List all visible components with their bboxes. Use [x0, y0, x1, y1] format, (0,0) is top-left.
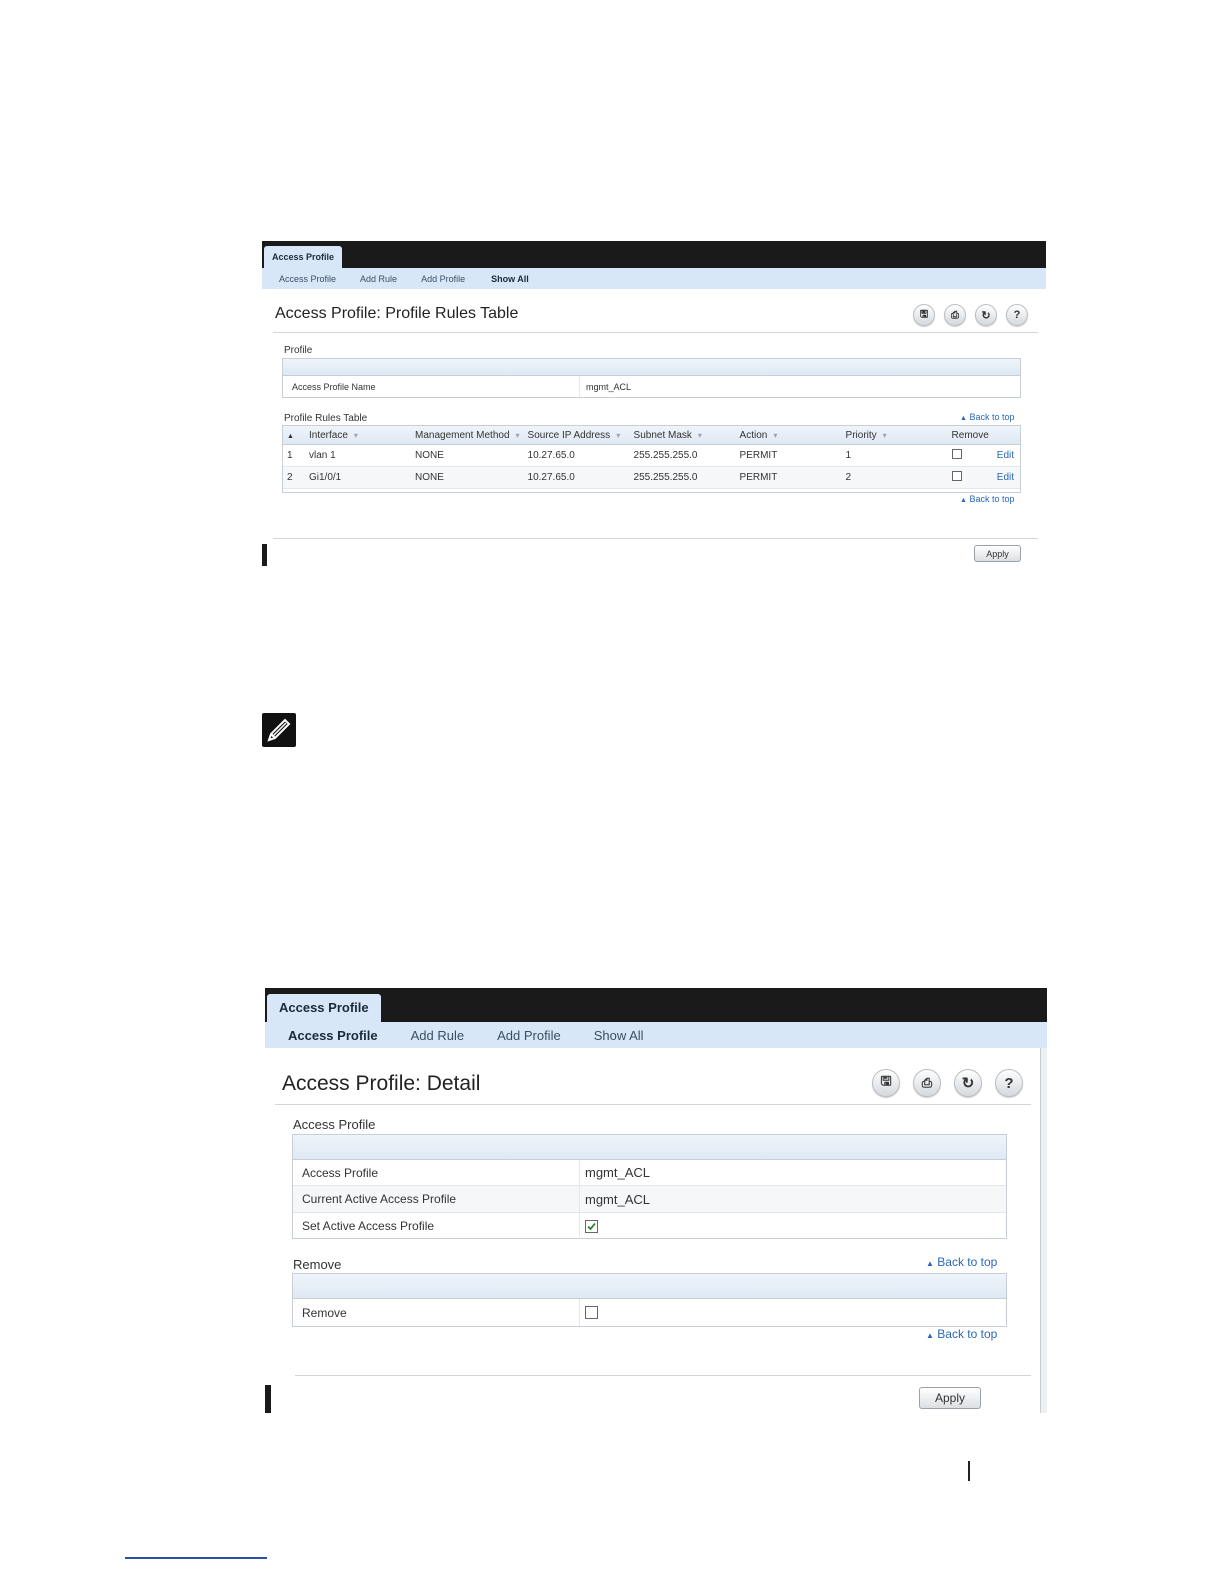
remove-row: [293, 1299, 1006, 1326]
remove-table: [292, 1273, 1007, 1327]
profile-rules-screenshot: [262, 241, 1046, 579]
rules-grid: [283, 426, 1020, 489]
col-priority[interactable]: Priority ▾: [842, 426, 948, 445]
profile-heading: Profile: [284, 345, 313, 356]
cell-action: PERMIT: [736, 445, 842, 467]
back-to-top-link[interactable]: [926, 1327, 997, 1341]
back-to-top-label: Back to top: [937, 1255, 998, 1269]
check-icon: [586, 1221, 597, 1232]
cell-priority: 1: [842, 445, 948, 467]
cell-source-ip: 10.27.65.0: [524, 445, 630, 467]
subnav-add-rule[interactable]: Add Rule: [360, 273, 398, 284]
sort-icon: ▾: [697, 430, 702, 440]
col-source-ip[interactable]: Source IP Address ▾: [524, 426, 630, 445]
cell-mask: 255.255.255.0: [630, 445, 736, 467]
remove-checkbox[interactable]: [952, 449, 962, 459]
subnav-add-profile[interactable]: Add Profile: [421, 273, 466, 284]
back-to-top-link[interactable]: [960, 494, 1014, 504]
footer-divider: [273, 538, 1038, 539]
col-interface[interactable]: Interface ▾: [305, 426, 411, 445]
cell-interface: Gi1/0/1: [305, 467, 411, 489]
col-subnet-mask[interactable]: Subnet Mask ▾: [630, 426, 736, 445]
row-label: Remove: [302, 1305, 347, 1320]
rules-table: [282, 425, 1021, 493]
cell-edit: [993, 445, 1020, 467]
row-label: Current Active Access Profile: [302, 1192, 457, 1206]
row-value: [579, 1299, 598, 1326]
print-icon[interactable]: ⎙: [944, 304, 966, 326]
tab-access-profile[interactable]: Access Profile: [267, 994, 381, 1022]
subnav-access-profile[interactable]: Access Profile: [279, 273, 337, 284]
cell-method: NONE: [411, 467, 524, 489]
cell-source-ip: 10.27.65.0: [524, 467, 630, 489]
top-nav-bar: [262, 241, 1046, 268]
remove-checkbox[interactable]: [585, 1306, 598, 1319]
save-icon[interactable]: 🖫: [872, 1069, 900, 1097]
remove-checkbox[interactable]: [952, 471, 962, 481]
cell-priority: 2: [842, 467, 948, 489]
row-label: Access Profile: [302, 1165, 379, 1180]
row-number: 2: [283, 467, 305, 489]
subnav-add-rule[interactable]: Add Rule: [410, 1027, 465, 1043]
set-active-row: [293, 1213, 1006, 1239]
edit-link[interactable]: Edit: [996, 472, 1015, 483]
rules-table-heading: Profile Rules Table: [284, 413, 368, 424]
page-title: Access Profile: Profile Rules Table: [275, 305, 519, 322]
up-triangle-icon: ▲: [926, 1331, 934, 1340]
footer-rule: [125, 1557, 267, 1559]
remove-table-header: [293, 1274, 1006, 1299]
help-icon[interactable]: ?: [1006, 304, 1028, 326]
cell-remove: [948, 445, 993, 467]
page-footer-marker: [968, 1461, 970, 1481]
sort-icon: ▾: [353, 430, 358, 440]
profile-detail-screenshot: [265, 988, 1047, 1413]
rules-header-row: [283, 426, 1020, 445]
subnav-access-profile[interactable]: Access Profile: [288, 1027, 378, 1043]
sort-icon: ▾: [616, 430, 621, 440]
cell-edit: [993, 467, 1020, 489]
profile-name-row: [283, 376, 1020, 397]
back-to-top-link[interactable]: [960, 412, 1014, 422]
sort-icon: ▾: [515, 430, 520, 440]
table-row: [283, 445, 1020, 467]
back-to-top-link[interactable]: [926, 1255, 997, 1269]
profile-table: [282, 358, 1021, 398]
help-icon[interactable]: ?: [995, 1069, 1023, 1097]
subnav-add-profile[interactable]: Add Profile: [497, 1027, 561, 1043]
edit-link[interactable]: Edit: [996, 450, 1015, 461]
cell-mask: 255.255.255.0: [630, 467, 736, 489]
access-profile-row: [293, 1160, 1006, 1186]
back-to-top-label: Back to top: [969, 494, 1015, 504]
col-action[interactable]: Action ▾: [736, 426, 842, 445]
set-active-checkbox[interactable]: [585, 1220, 598, 1233]
tab-access-profile[interactable]: Access Profile: [264, 246, 342, 268]
scrollbar[interactable]: [1040, 1048, 1047, 1413]
resize-handle[interactable]: [262, 544, 267, 566]
profile-name-label: Access Profile Name: [292, 381, 376, 392]
cell-remove: [948, 467, 993, 489]
col-management-method[interactable]: Management Method ▾: [411, 426, 524, 445]
cell-interface: vlan 1: [305, 445, 411, 467]
sort-icon: ▾: [882, 430, 887, 440]
apply-button[interactable]: Apply: [919, 1387, 981, 1409]
col-remove: Remove: [948, 426, 993, 445]
back-to-top-label: Back to top: [969, 412, 1015, 422]
table-row: [283, 467, 1020, 489]
note-pencil-icon: [262, 713, 296, 747]
back-to-top-label: Back to top: [937, 1327, 998, 1341]
subnav-show-all[interactable]: Show All: [491, 273, 529, 284]
up-triangle-icon: ▲: [960, 415, 967, 422]
save-icon[interactable]: 🖫: [913, 304, 935, 326]
current-active-row: [293, 1186, 1006, 1213]
access-profile-table: [292, 1134, 1007, 1239]
toolbar-icons: [872, 1069, 1023, 1097]
apply-button[interactable]: Apply: [974, 545, 1021, 562]
access-profile-heading: Access Profile: [293, 1117, 376, 1132]
title-divider: [273, 332, 1038, 333]
col-edit: [993, 426, 1020, 445]
title-divider: [275, 1104, 1031, 1105]
row-value: mgmt_ACL: [579, 1186, 650, 1212]
top-nav-bar: [265, 988, 1047, 1022]
refresh-icon[interactable]: ↻: [975, 304, 997, 326]
cell-method: NONE: [411, 445, 524, 467]
row-label: Set Active Access Profile: [302, 1219, 435, 1233]
profile-table-header: [283, 359, 1020, 376]
toolbar-icons: [913, 304, 1028, 326]
row-number: 1: [283, 445, 305, 467]
access-profile-table-header: [293, 1135, 1006, 1160]
footer-divider: [295, 1375, 1031, 1376]
sub-nav: [265, 1022, 1047, 1048]
print-icon[interactable]: ⎙: [913, 1069, 941, 1097]
page-title: Access Profile: Detail: [282, 1072, 481, 1095]
sub-nav: [262, 268, 1046, 289]
sort-icon: ▾: [773, 430, 778, 440]
up-triangle-icon: ▲: [926, 1259, 934, 1268]
sort-asc-icon: ▲: [287, 432, 294, 440]
refresh-icon[interactable]: ↻: [954, 1069, 982, 1097]
profile-name-value: mgmt_ACL: [579, 376, 631, 397]
row-value: [579, 1213, 598, 1239]
remove-heading: Remove: [293, 1257, 342, 1272]
sort-index-header[interactable]: [283, 426, 305, 445]
up-triangle-icon: ▲: [960, 497, 967, 504]
subnav-show-all[interactable]: Show All: [593, 1027, 644, 1043]
resize-handle[interactable]: [265, 1385, 271, 1413]
cell-action: PERMIT: [736, 467, 842, 489]
row-value: mgmt_ACL: [579, 1160, 650, 1185]
